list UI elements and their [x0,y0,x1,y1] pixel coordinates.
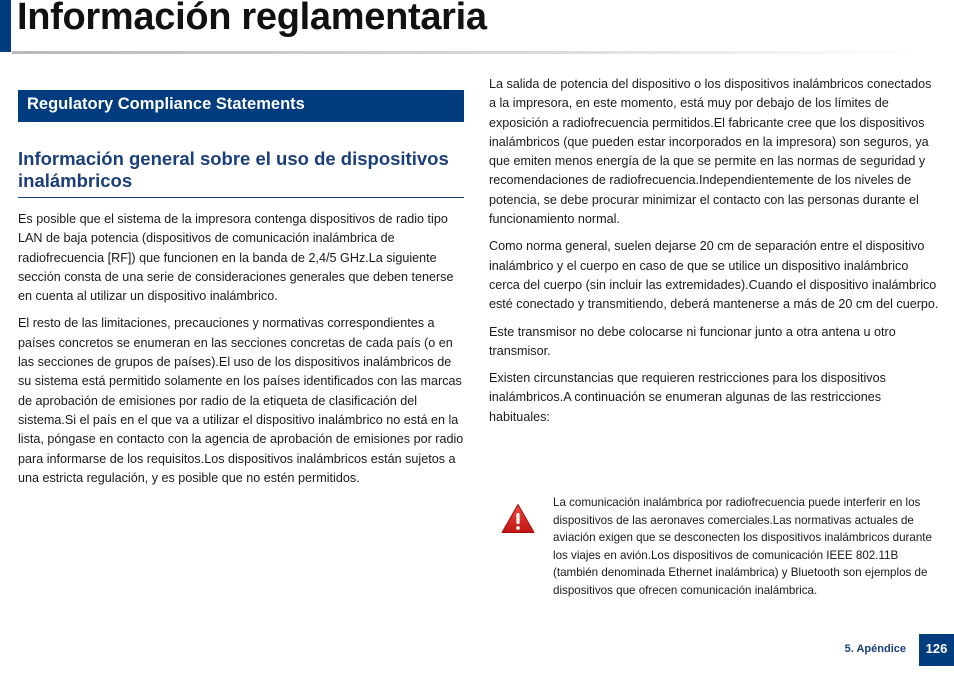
warning-triangle-icon [501,503,535,534]
header-accent-bar [0,0,11,52]
page-number: 126 [919,634,954,666]
subsection-divider [18,197,464,198]
warning-text: La comunicación inalámbrica por radiofrecuencia puede interferir en los dispositivos de las aeronaves comerciales.Las normativas actuales de aviación exigen que se desconecten los dispositivos inalámbricos durante los viajes en avión.Los dispositivos de comunicación IEEE 802.11B (también denominada Ethernet inalámbrica) y Bluetooth son ejemplos de dispositivos que ofrecen comunicación inalámbrica. [553,496,932,597]
paragraph: Como norma general, suelen dejarse 20 cm de separación entre el dispositivo inalámbrico y el cuerpo en caso de que se utilice un dispositivo inalámbrico cerca del cuerpo (sin incluir las extremidades).Cuando el dispositivo inalámbrico esté conectado y transmitiendo, deberá mantenerse a más de 20 cm del cuerpo. [489,239,939,312]
paragraph: Es posible que el sistema de la impresora contenga dispositivos de radio tipo LAN de baja potencia (dispositivos de comunicación inalámbrica de radiofrecuencia [RF]) que funcionen en la banda de 2,4/5 GHz.La siguiente sección consta de una serie de consideraciones generales que deben tenerse en cuenta al utilizar un dispositivo inalámbrico. [18,212,454,304]
page-title: Información reglamentaria [17,0,487,38]
paragraph: Existen circunstancias que requieren restricciones para los dispositivos inalámbricos.A continuación se enumeran algunas de las restricciones habituales: [489,371,886,424]
paragraph: Este transmisor no debe colocarse ni funcionar junto a otra antena u otro transmisor. [489,324,896,358]
subsection-heading: Información general sobre el uso de dispositivos inalámbricos [18,148,449,191]
paragraph: El resto de las limitaciones, precauciones y normativas correspondientes a países concretos se enumeran en las secciones concretas de cada país (o en las secciones de grupos de países).El uso de los dispositivos inalámbricos de su sistema está permitido solamente en los países identificados con las marcas de aprobación de emisiones por radio de la etiqueta de clasificación del sistema.Si el país en el que va a utilizar el dispositivo inalámbrico no está en la lista, póngase en contacto con la agencia de aprobación de emisiones por radio para informarse de los requisitos.Los dispositivos inalámbricos están sujetos a una estricta regulación, y es posible que no estén permitidos. [18,316,464,485]
paragraph: La salida de potencia del dispositivo o los dispositivos inalámbricos conectados a la impresora, en este momento, está muy por debajo de los límites de exposición a radiofrecuencia permitidos.El fabricante cree que los dispositivos inalámbricos (que pueden estar incorporados en la impresora) son seguros, ya que emiten menos energía de la que se permite en las normas de seguridad y recomendaciones de radiofrecuencia.Independientemente de los niveles de potencia, se debe procurar minimizar el contacto con las personas durante el funcionamiento normal. [489,77,932,227]
section-banner: Regulatory Compliance Statements [18,90,464,122]
right-column [489,75,939,435]
left-column [18,210,464,496]
chapter-label: 5. Apéndice [844,643,906,655]
title-divider [12,51,917,54]
